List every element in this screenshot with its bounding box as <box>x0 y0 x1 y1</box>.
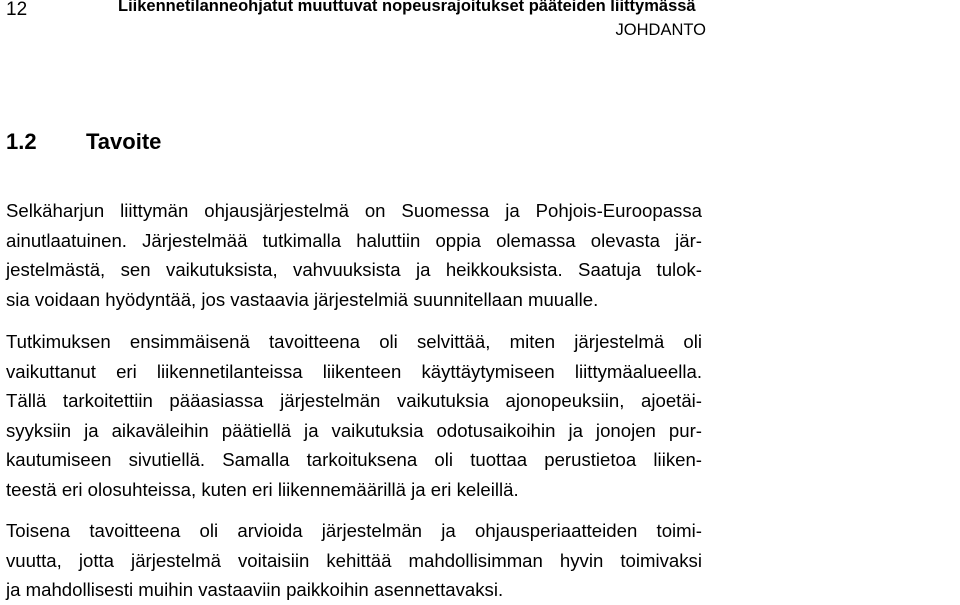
section-heading <box>6 128 161 156</box>
paragraph-2 <box>6 327 702 504</box>
section-number: 1.2 <box>6 129 37 154</box>
text-line: vuutta, jotta järjestelmä voitaisiin kehittää mahdollisimman hyvin toimivaksi <box>6 549 702 571</box>
text-line: Tutkimuksen ensimmäisenä tavoitteena oli selvittää, miten järjestelmä oli <box>6 331 702 352</box>
text-line: syyksiin ja aikaväleihin päätiellä ja vaikutuksia odotusaikoihin ja jonojen pur- <box>6 419 702 441</box>
text-line: ja mahdollisesti muihin vastaaviin paikkoihin asennettavaksi. <box>6 579 504 600</box>
text-line: Toisena tavoitteena oli arvioida järjestelmän ja ohjausperiaatteiden toimi- <box>6 520 702 541</box>
paragraph-3 <box>6 516 702 605</box>
text-line: sia voidaan hyödyntää, jos vastaavia järjestelmiä suunnitellaan muualle. <box>6 288 599 310</box>
text-line: teestä eri olosuhteissa, kuten eri liikennemäärillä ja eri keleillä. <box>6 478 519 500</box>
text-line: kautumiseen sivutiellä. Samalla tarkoituksena oli tuottaa perustietoa liiken- <box>6 449 702 470</box>
text-line: ainutlaatuinen. Järjestelmää tutkimalla haluttiin oppia olemassa olevasta jär- <box>6 229 702 251</box>
section-title: Tavoite <box>86 129 162 154</box>
page-number: 12 <box>6 0 28 20</box>
text-line: Tällä tarkoitettiin pääasiassa järjestelmän vaikutuksia ajonopeuksiin, ajoetäi- <box>6 390 702 411</box>
text-line: Selkäharjun liittymän ohjausjärjestelmä on Suomessa ja Pohjois-Euroopassa <box>6 200 702 221</box>
paragraph-1 <box>6 196 702 314</box>
running-title: Liikennetilanneohjatut muuttuvat nopeusrajoitukset pääteiden liittymässä <box>118 0 696 15</box>
text-line: jestelmästä, sen vaikutuksista, vahvuuksista ja heikkouksista. Saatuja tulok- <box>6 259 702 280</box>
text-line: vaikuttanut eri liikennetilanteissa liikenteen käyttäytymiseen liittymäalueella. <box>6 360 702 382</box>
running-section: JOHDANTO <box>615 21 706 39</box>
